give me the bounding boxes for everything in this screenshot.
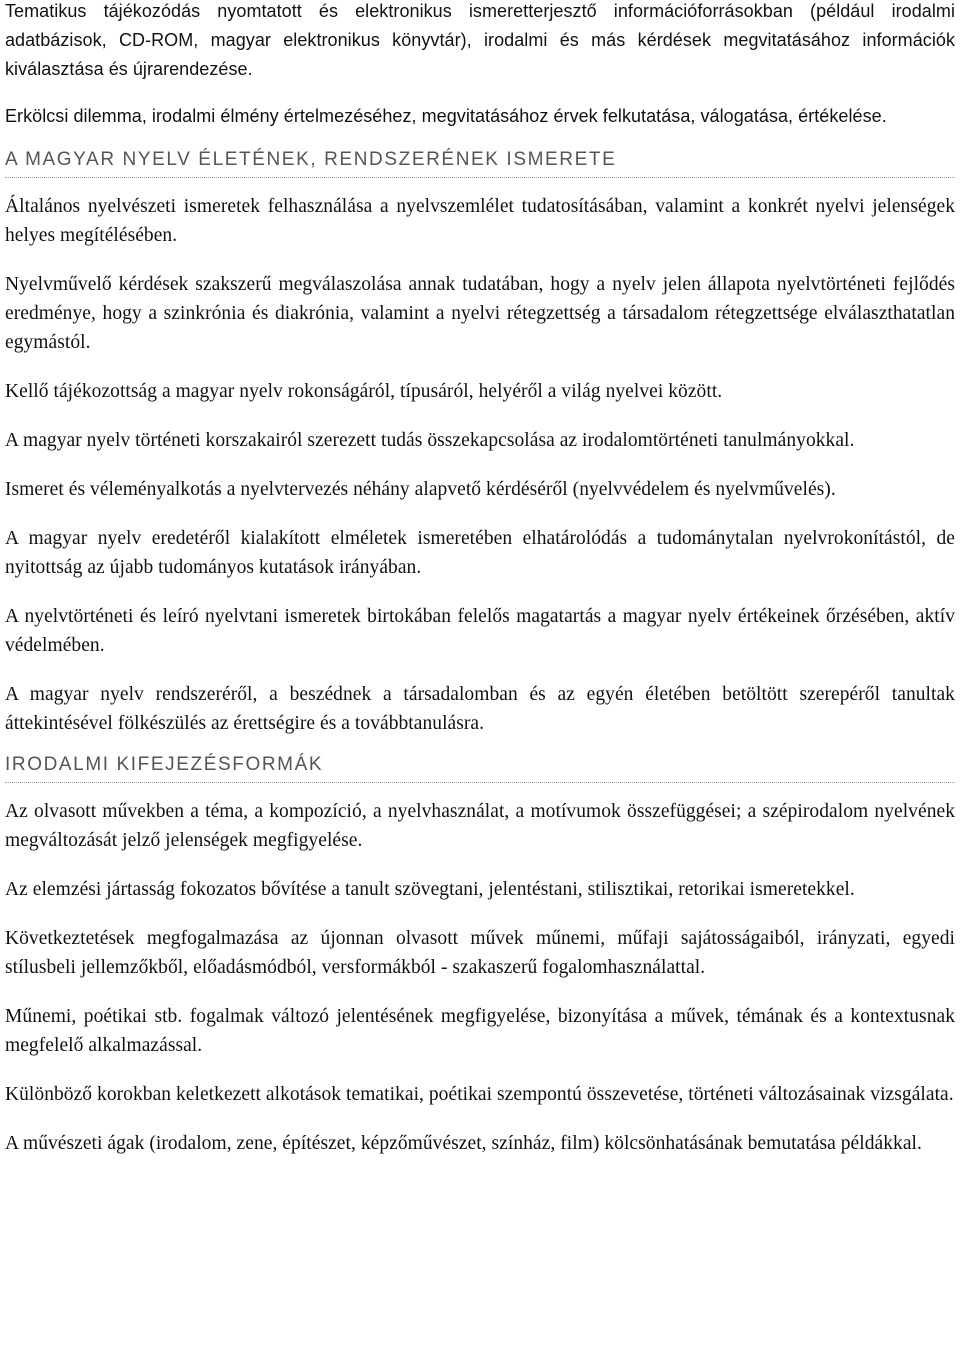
section-heading-nyelv: A MAGYAR NYELV ÉLETÉNEK, RENDSZERÉNEK ISMERETE bbox=[5, 147, 955, 178]
section-irodalmi-body bbox=[5, 797, 955, 1158]
paragraph: A nyelvtörténeti és leíró nyelvtani ismeretek birtokában felelős magatartás a magyar nyelv értékeinek őrzésében, aktív védelmében. bbox=[5, 606, 955, 656]
intro-paragraph-2: Erkölcsi dilemma, irodalmi élmény értelmezéséhez, megvitatásához érvek felkutatása, válogatása, értékelése. bbox=[5, 106, 887, 126]
paragraph: Következtetések megfogalmazása az újonnan olvasott művek műnemi, műfaji sajátosságaiból, irányzati, egyedi stílusbeli jellemzőkből, előadásmódból, versformákból - szakaszerű fogalomhasználattal. bbox=[5, 928, 955, 978]
intro-paragraph-1: Tematikus tájékozódás nyomtatott és elektronikus ismeretterjesztő információforrásokban (például irodalmi adatbázisok, CD-ROM, magyar elektronikus könyvtár), irodalmi és más kérdések megvitatásához információk kiválasztása és újrarendezése. bbox=[5, 1, 955, 79]
paragraph: Ismeret és véleményalkotás a nyelvtervezés néhány alapvető kérdéséről (nyelvvédelem és nyelvművelés). bbox=[5, 479, 836, 500]
paragraph: A magyar nyelv rendszeréről, a beszédnek a társadalomban és az egyén életében betöltött szerepéről tanultak áttekintésével fölkészülés az érettségire és a továbbtanulásra. bbox=[5, 684, 955, 734]
intro-block bbox=[5, 0, 955, 131]
paragraph: A művészeti ágak (irodalom, zene, építészet, képzőművészet, színház, film) kölcsönhatásának bemutatása példákkal. bbox=[5, 1133, 922, 1154]
paragraph: A magyar nyelv történeti korszakairól szerezett tudás összekapcsolása az irodalomtörténeti tanulmányokkal. bbox=[5, 430, 855, 451]
section-heading-irodalmi: IRODALMI KIFEJEZÉSFORMÁK bbox=[5, 752, 955, 783]
section-nyelv-body bbox=[5, 192, 955, 738]
paragraph: Nyelvművelő kérdések szakszerű megválaszolása annak tudatában, hogy a nyelv jelen állapota nyelvtörténeti fejlődés eredménye, hogy a szinkrónia és diakrónia, valamint a nyelvi rétegzettség a társadalom rétegzettsége elválaszthatatlan egymástól. bbox=[5, 274, 955, 353]
paragraph: A magyar nyelv eredetéről kialakított elméletek ismeretében elhatárolódás a tudománytalan nyelvrokonítástól, de nyitottság az újabb tudományos kutatások irányában. bbox=[5, 528, 955, 578]
paragraph: Műnemi, poétikai stb. fogalmak változó jelentésének megfigyelése, bizonyítása a művek, témának és a kontextusnak megfelelő alkalmazással. bbox=[5, 1006, 955, 1056]
paragraph: Az olvasott művekben a téma, a kompozíció, a nyelvhasználat, a motívumok összefüggései; a szépirodalom nyelvének megváltozását jelző jelenségek megfigyelése. bbox=[5, 801, 955, 851]
paragraph: Az elemzési jártasság fokozatos bővítése a tanult szövegtani, jelentéstani, stilisztikai, retorikai ismeretekkel. bbox=[5, 879, 855, 900]
paragraph: Általános nyelvészeti ismeretek felhasználása a nyelvszemlélet tudatosításában, valamint a konkrét nyelvi jelenségek helyes megítélésében. bbox=[5, 196, 955, 246]
paragraph: Különböző korokban keletkezett alkotások tematikai, poétikai szempontú összevetése, történeti változásainak vizsgálata. bbox=[5, 1084, 954, 1105]
paragraph: Kellő tájékozottság a magyar nyelv rokonságáról, típusáról, helyéről a világ nyelvei között. bbox=[5, 381, 723, 402]
